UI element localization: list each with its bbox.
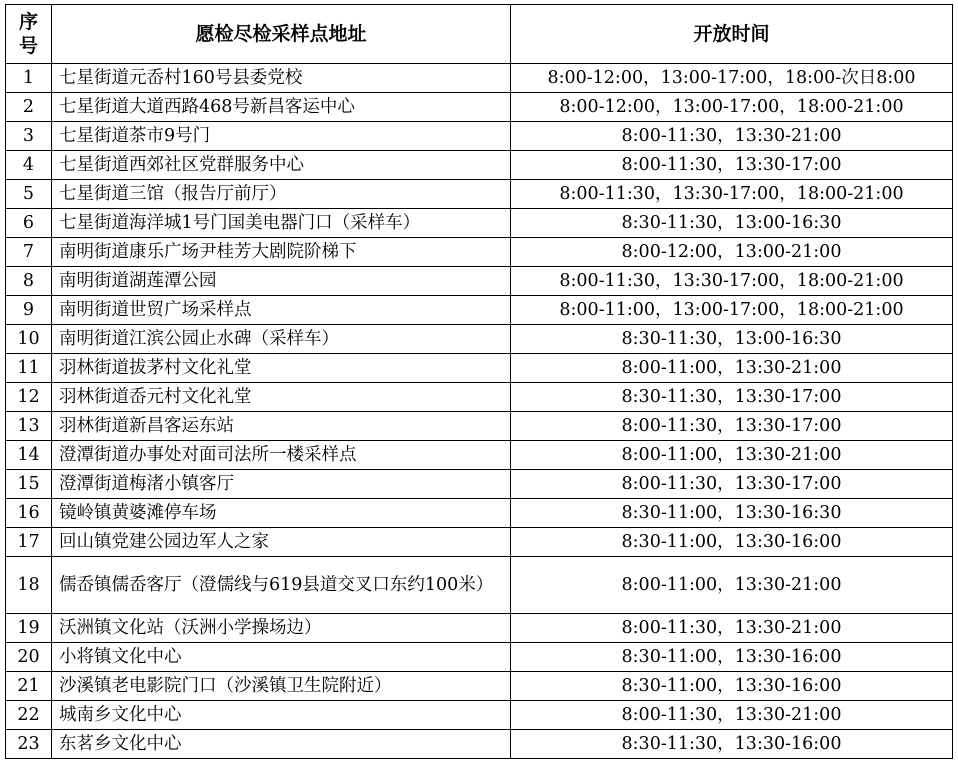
row-seq: 6 — [6, 209, 52, 238]
row-address: 东茗乡文化中心 — [52, 730, 511, 759]
row-address: 羽林街道拔茅村文化礼堂 — [52, 354, 511, 383]
row-seq: 22 — [6, 701, 52, 730]
table-row — [6, 238, 953, 267]
row-address: 小将镇文化中心 — [52, 643, 511, 672]
sampling-sites-table — [5, 4, 953, 759]
row-hours: 8:30-11:00，13:30-16:30 — [511, 499, 953, 528]
row-seq: 14 — [6, 441, 52, 470]
table-row — [6, 730, 953, 759]
row-address: 镜岭镇黄婆滩停车场 — [52, 499, 511, 528]
row-hours: 8:00-11:00，13:30-21:00 — [511, 354, 953, 383]
row-seq: 18 — [6, 557, 52, 614]
table-row — [6, 383, 953, 412]
row-seq: 19 — [6, 614, 52, 643]
row-hours: 8:00-11:30，13:30-17:00 — [511, 151, 953, 180]
table-row — [6, 122, 953, 151]
row-seq: 4 — [6, 151, 52, 180]
seq-header-line1: 序 — [18, 11, 38, 33]
row-address: 澄潭街道梅渚小镇客厅 — [52, 470, 511, 499]
row-hours: 8:30-11:30，13:30-16:00 — [511, 730, 953, 759]
row-address: 羽林街道新昌客运东站 — [52, 412, 511, 441]
row-hours: 8:30-11:00，13:30-16:00 — [511, 528, 953, 557]
row-seq: 2 — [6, 93, 52, 122]
hours-header: 开放时间 — [511, 5, 953, 64]
table-row — [6, 614, 953, 643]
row-address: 儒岙镇儒岙客厅（澄儒线与619县道交叉口东约100米） — [52, 557, 511, 614]
row-hours: 8:00-11:30，13:30-17:00，18:00-21:00 — [511, 267, 953, 296]
table-row — [6, 354, 953, 383]
row-address: 七星街道西郊社区党群服务中心 — [52, 151, 511, 180]
row-seq: 15 — [6, 470, 52, 499]
row-hours: 8:00-12:00，13:00-21:00 — [511, 238, 953, 267]
table-row — [6, 209, 953, 238]
row-hours: 8:00-11:30，13:30-17:00 — [511, 470, 953, 499]
row-address: 南明街道湖莲潭公园 — [52, 267, 511, 296]
table-row — [6, 499, 953, 528]
row-hours: 8:30-11:30，13:30-17:00 — [511, 383, 953, 412]
row-address: 沃洲镇文化站（沃洲小学操场边） — [52, 614, 511, 643]
row-hours: 8:30-11:30，13:00-16:30 — [511, 209, 953, 238]
table-row — [6, 643, 953, 672]
row-address: 澄潭街道办事处对面司法所一楼采样点 — [52, 441, 511, 470]
table-row — [6, 296, 953, 325]
row-hours: 8:00-11:30，13:30-17:00 — [511, 412, 953, 441]
table-row — [6, 701, 953, 730]
row-hours: 8:30-11:30，13:00-16:30 — [511, 325, 953, 354]
row-seq: 10 — [6, 325, 52, 354]
table-row — [6, 180, 953, 209]
row-seq: 8 — [6, 267, 52, 296]
row-seq: 13 — [6, 412, 52, 441]
address-header: 愿检尽检采样点地址 — [52, 5, 511, 64]
table-row — [6, 412, 953, 441]
row-seq: 20 — [6, 643, 52, 672]
row-seq: 3 — [6, 122, 52, 151]
table-row — [6, 441, 953, 470]
row-seq: 5 — [6, 180, 52, 209]
row-seq: 12 — [6, 383, 52, 412]
row-address: 七星街道大道西路468号新昌客运中心 — [52, 93, 511, 122]
row-seq: 9 — [6, 296, 52, 325]
row-address: 七星街道三馆（报告厅前厅） — [52, 180, 511, 209]
row-seq: 1 — [6, 64, 52, 93]
row-address: 羽林街道岙元村文化礼堂 — [52, 383, 511, 412]
row-seq: 17 — [6, 528, 52, 557]
row-address: 回山镇党建公园边军人之家 — [52, 528, 511, 557]
row-address: 沙溪镇老电影院门口（沙溪镇卫生院附近） — [52, 672, 511, 701]
row-address: 南明街道江滨公园止水碑（采样车） — [52, 325, 511, 354]
row-hours: 8:30-11:00，13:30-16:00 — [511, 672, 953, 701]
table-row — [6, 93, 953, 122]
row-seq: 23 — [6, 730, 52, 759]
table-row — [6, 151, 953, 180]
row-hours: 8:00-11:30，13:30-21:00 — [511, 122, 953, 151]
row-hours: 8:00-11:00，13:30-21:00 — [511, 557, 953, 614]
header-row — [6, 5, 953, 64]
table-row — [6, 528, 953, 557]
table-row — [6, 64, 953, 93]
row-address: 南明街道康乐广场尹桂芳大剧院阶梯下 — [52, 238, 511, 267]
row-seq: 7 — [6, 238, 52, 267]
row-address: 南明街道世贸广场采样点 — [52, 296, 511, 325]
row-hours: 8:00-11:30，13:30-21:00 — [511, 614, 953, 643]
seq-header — [6, 5, 52, 64]
table-row — [6, 672, 953, 701]
row-hours: 8:30-11:00，13:30-16:00 — [511, 643, 953, 672]
row-address: 七星街道元岙村160号县委党校 — [52, 64, 511, 93]
table-row — [6, 470, 953, 499]
row-hours: 8:00-11:30，13:30-21:00 — [511, 701, 953, 730]
row-address: 七星街道茶市9号门 — [52, 122, 511, 151]
table-row — [6, 267, 953, 296]
row-address: 城南乡文化中心 — [52, 701, 511, 730]
table-row — [6, 557, 953, 614]
row-seq: 16 — [6, 499, 52, 528]
row-hours: 8:00-12:00，13:00-17:00，18:00-次日8:00 — [511, 64, 953, 93]
seq-header-line2: 号 — [18, 35, 38, 57]
row-hours: 8:00-11:30，13:30-17:00，18:00-21:00 — [511, 180, 953, 209]
row-seq: 11 — [6, 354, 52, 383]
row-seq: 21 — [6, 672, 52, 701]
row-address: 七星街道海洋城1号门国美电器门口（采样车） — [52, 209, 511, 238]
row-hours: 8:00-12:00，13:00-17:00，18:00-21:00 — [511, 93, 953, 122]
row-hours: 8:00-11:00，13:00-17:00，18:00-21:00 — [511, 296, 953, 325]
row-hours: 8:00-11:00，13:30-21:00 — [511, 441, 953, 470]
table-row — [6, 325, 953, 354]
